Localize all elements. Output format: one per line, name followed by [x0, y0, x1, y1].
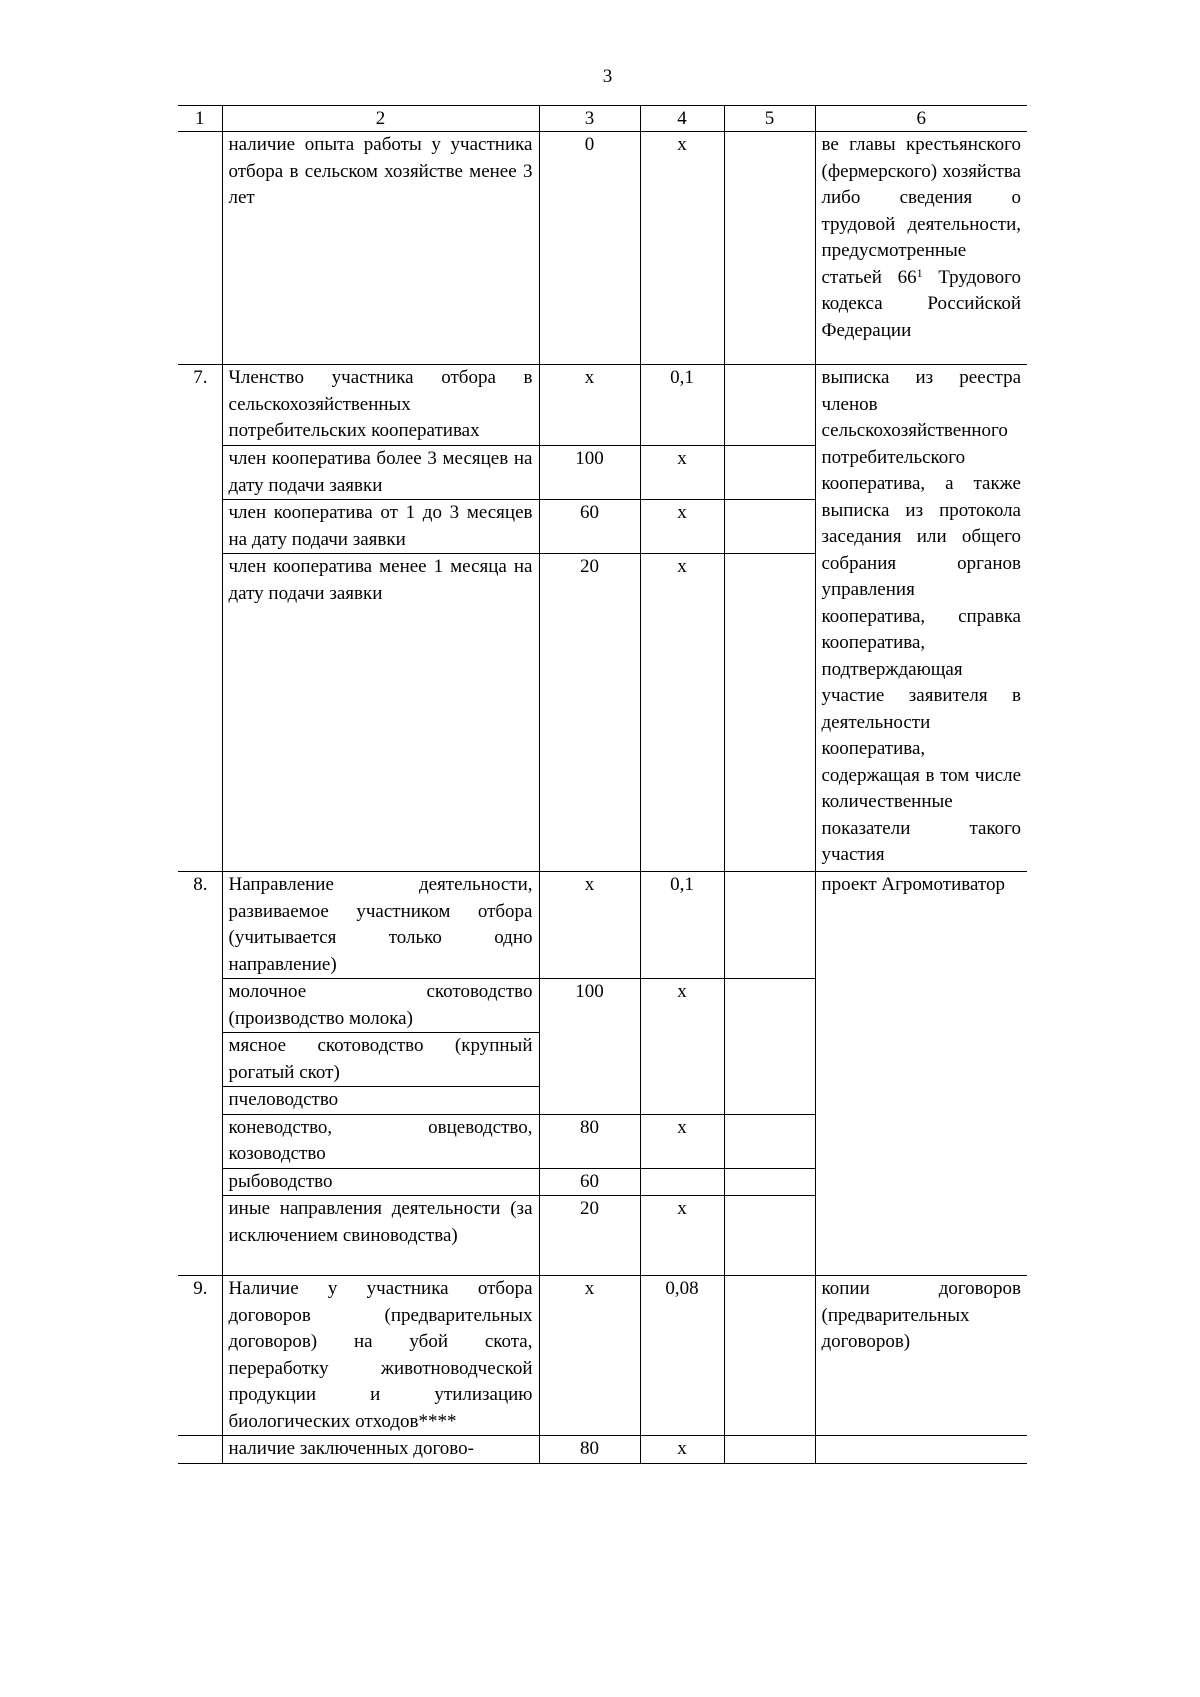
score-value: 80: [539, 1436, 640, 1464]
table-row: [178, 1436, 1027, 1464]
criterion-text: рыбоводство: [222, 1168, 539, 1196]
row-number: 9.: [178, 1276, 222, 1436]
header-col-3: 3: [539, 106, 640, 132]
empty-cell: [724, 1436, 815, 1464]
criterion-text: иные направления деятельности (за исключением свиноводства): [222, 1196, 539, 1276]
table-row: [178, 1276, 1027, 1436]
empty-cell: [724, 500, 815, 554]
source-text: ве главы крестьянского (фермерского) хозяйства либо сведения о трудовой деятельности, предусмотренные статьей 66: [821, 134, 1021, 288]
criterion-text: молочное скотоводство (производство молока): [222, 979, 539, 1033]
weight-value: [640, 1168, 724, 1196]
row-number: [178, 132, 222, 365]
criterion-text: наличие заключенных догово-: [222, 1436, 539, 1464]
score-value: x: [539, 872, 640, 979]
criterion-text: пчеловодство: [222, 1087, 539, 1115]
header-col-4: 4: [640, 106, 724, 132]
score-value: 60: [539, 1168, 640, 1196]
weight-value: x: [640, 1436, 724, 1464]
weight-value: x: [640, 500, 724, 554]
criterion-text: член кооператива более 3 месяцев на дату подачи заявки: [222, 446, 539, 500]
weight-value: x: [640, 446, 724, 500]
empty-cell: [724, 1114, 815, 1168]
criterion-text: Членство участника отбора в сельскохозяйственных потребительских кооперативах: [222, 365, 539, 446]
empty-cell: [724, 365, 815, 446]
row-number: 7.: [178, 365, 222, 872]
weight-value: x: [640, 979, 724, 1115]
score-value: 60: [539, 500, 640, 554]
empty-cell: [724, 1196, 815, 1276]
header-col-2: 2: [222, 106, 539, 132]
empty-cell: [724, 1276, 815, 1436]
criterion-text: Наличие у участника отбора договоров (предварительных договоров) на убой скота, переработку животноводческой продукции и утилизацию биологических отходов****: [222, 1276, 539, 1436]
weight-value: x: [640, 554, 724, 872]
score-value: 80: [539, 1114, 640, 1168]
source-documents: [815, 1436, 1027, 1464]
score-value: 0: [539, 132, 640, 365]
weight-value: 0,1: [640, 872, 724, 979]
header-col-5: 5: [724, 106, 815, 132]
score-value: 100: [539, 979, 640, 1115]
score-value: 20: [539, 1196, 640, 1276]
score-value: 100: [539, 446, 640, 500]
table-row: [178, 365, 1027, 446]
row-number: 8.: [178, 872, 222, 1276]
criterion-text: член кооператива от 1 до 3 месяцев на дату подачи заявки: [222, 500, 539, 554]
source-documents: проект Агромотиватор: [815, 872, 1027, 1276]
row-number: [178, 1436, 222, 1464]
source-text-cont: Трудового кодекса Российской Федерации: [821, 266, 1021, 341]
weight-value: 0,08: [640, 1276, 724, 1436]
table-row: [178, 132, 1027, 365]
score-value: x: [539, 365, 640, 446]
page-number: 3: [602, 66, 613, 87]
criteria-table: [178, 105, 1027, 1464]
score-value: 20: [539, 554, 640, 872]
criterion-text: мясное скотоводство (крупный рогатый скот): [222, 1033, 539, 1087]
criterion-text: коневодство, овцеводство, козоводство: [222, 1114, 539, 1168]
header-col-1: 1: [178, 106, 222, 132]
criterion-text: наличие опыта работы у участника отбора в сельском хозяйстве менее 3 лет: [222, 132, 539, 365]
source-documents: выписка из реестра членов сельскохозяйственного потребительского кооператива, а также выписка из протокола заседания или общего собрания органов управления кооператива, справка кооператива, подтверждающая участие заявителя в деятельности кооператива, содержащая в том числе количественные показатели такого участия: [815, 365, 1027, 872]
empty-cell: [724, 132, 815, 365]
empty-cell: [724, 979, 815, 1115]
header-row: [178, 106, 1027, 132]
source-documents: копии договоров (предварительных договоров): [815, 1276, 1027, 1436]
criterion-text: Направление деятельности, развиваемое участником отбора (учитывается только одно направление): [222, 872, 539, 979]
criterion-text: член кооператива менее 1 месяца на дату подачи заявки: [222, 554, 539, 872]
empty-cell: [724, 554, 815, 872]
source-documents: [815, 132, 1027, 365]
superscript: 1: [916, 265, 923, 280]
empty-cell: [724, 1168, 815, 1196]
empty-cell: [724, 446, 815, 500]
empty-cell: [724, 872, 815, 979]
weight-value: x: [640, 1196, 724, 1276]
header-col-6: 6: [815, 106, 1027, 132]
weight-value: x: [640, 132, 724, 365]
table-row: [178, 872, 1027, 979]
weight-value: x: [640, 1114, 724, 1168]
score-value: x: [539, 1276, 640, 1436]
weight-value: 0,1: [640, 365, 724, 446]
